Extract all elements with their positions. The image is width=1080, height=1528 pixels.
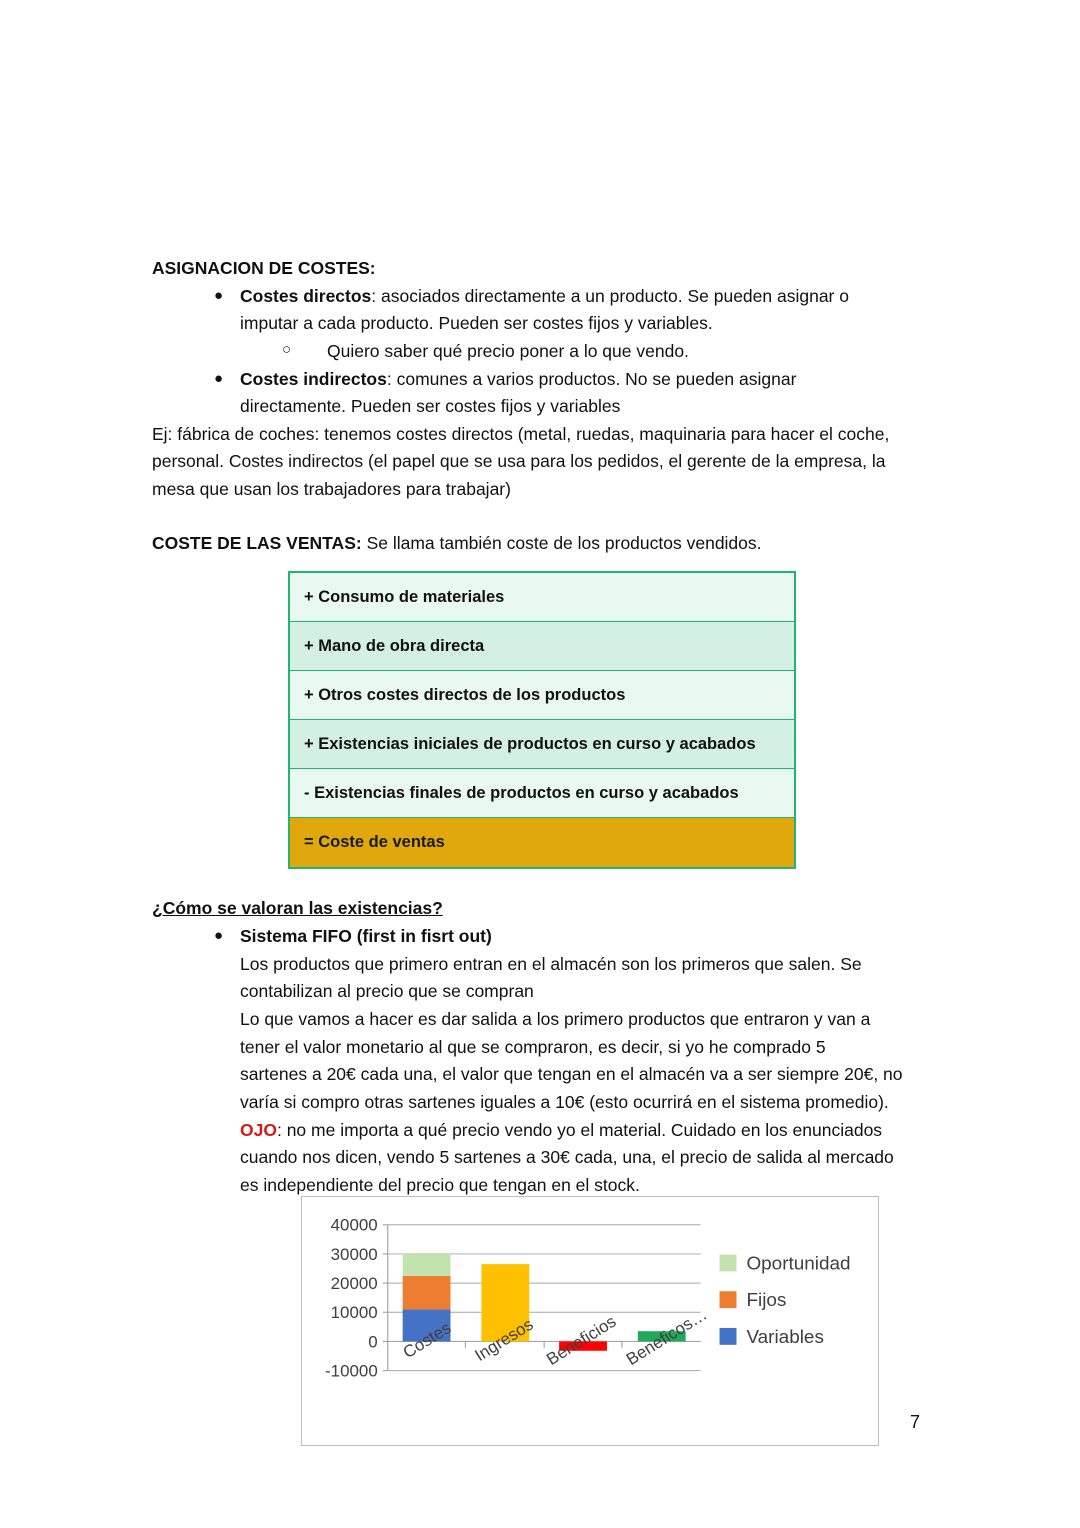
text-fifo-p2-line4: varía si compro otras sartenes iguales a 10€ (esto ocurrirá en el sistema promedio). <box>240 1091 889 1112</box>
spacer <box>152 557 942 571</box>
chart-y-axis <box>383 1225 388 1371</box>
bar-chart-costes-ingresos-beneficios <box>301 1196 879 1446</box>
y-tick-label: 20000 <box>330 1274 378 1294</box>
table-row: + Mano de obra directa <box>290 622 794 671</box>
coste-de-ventas-table <box>288 571 796 869</box>
heading-coste-ventas-bold: COSTE DE LAS VENTAS: <box>152 532 362 553</box>
title-sistema-fifo: Sistema FIFO (first in fisrt out) <box>240 926 492 947</box>
legend-swatch-fijos <box>720 1291 737 1308</box>
text-ejemplo-line2: personal. Costes indirectos (el papel que se usa para los pedidos, el gerente de la empresa, la <box>152 451 886 472</box>
heading-asignacion-de-costes: ASIGNACION DE COSTES: <box>152 258 376 278</box>
label-ojo: OJO <box>240 1119 277 1140</box>
heading-como-se-valoran-existencias: ¿Cómo se valoran las existencias? <box>152 898 443 919</box>
heading-coste-ventas-rest: Se llama también coste de los productos vendidos. <box>361 532 762 553</box>
page-number: 7 <box>910 1412 921 1432</box>
y-tick-label: 10000 <box>330 1303 378 1323</box>
legend-swatch-variables <box>720 1328 737 1345</box>
heading-coste-de-las-ventas <box>152 530 942 558</box>
legend-label-fijos: Fijos <box>746 1290 787 1312</box>
text-fifo-p1-line1: Los productos que primero entran en el almacén son los primeros que salen. Se <box>240 953 862 974</box>
text-quiero-saber-precio: Quiero saber qué precio poner a lo que vendo. <box>327 340 689 361</box>
text-fifo-p1-line2: contabilizan al precio que se compran <box>240 981 534 1002</box>
text-fifo-p3-line3: es independiente del precio que tengan en el stock. <box>240 1174 640 1195</box>
text-costes-indirectos-line2: directamente. Pueden ser costes fijos y variables <box>240 396 621 417</box>
bullet-marker-filled: ● <box>214 286 224 304</box>
text-fifo-p3-line1: : no me importa a qué precio vendo yo el material. Cuidado en los enunciados <box>276 1119 883 1140</box>
legend-label-oportunidad: Oportunidad <box>746 1253 851 1275</box>
table-row-total: = Coste de ventas <box>290 818 794 867</box>
chart-svg <box>302 1197 878 1445</box>
table-row: - Existencias finales de productos en curso y acabados <box>290 769 794 818</box>
legend-swatch-oportunidad <box>720 1255 737 1272</box>
text-fifo-p2-line1: Lo que vamos a hacer es dar salida a los primero productos que entraron y van a <box>240 1008 871 1029</box>
table-row: + Consumo de materiales <box>290 573 794 622</box>
text-ejemplo-line3: mesa que usan los trabajadores para trabajar) <box>152 479 511 500</box>
text-fifo-p2-line2: tener el valor monetario al que se compraron, es decir, si yo he comprado 5 <box>240 1036 826 1057</box>
text-costes-directos-rest: : asociados directamente a un producto. Se pueden asignar o <box>371 285 849 306</box>
term-costes-indirectos: Costes indirectos <box>240 368 387 389</box>
text-costes-directos-line2: imputar a cada producto. Pueden ser costes fijos y variables. <box>240 313 713 334</box>
y-tick-label: 30000 <box>330 1244 378 1264</box>
spacer <box>152 504 942 530</box>
term-costes-directos: Costes directos <box>240 285 372 306</box>
text-costes-indirectos-rest: : comunes a varios productos. No se pueden asignar <box>386 368 797 389</box>
bullet-costes-directos <box>152 283 942 311</box>
bullet-sistema-fifo <box>152 923 942 951</box>
bullet-marker-filled: ● <box>214 369 224 387</box>
text-fifo-ojo-line <box>152 1117 942 1145</box>
chart-legend <box>720 1253 851 1347</box>
x-tick-label: Costes <box>399 1318 455 1363</box>
bullet-costes-indirectos <box>152 366 942 394</box>
x-tick-label: Ingresos <box>471 1314 537 1366</box>
spacer <box>152 869 942 895</box>
bullet-marker-hollow: ○ <box>282 340 292 358</box>
text-fifo-p3-line2: cuando nos dicen, vendo 5 sartenes a 30€ cada, una, el precio de salida al mercado <box>240 1147 894 1168</box>
y-tick-label: -10000 <box>325 1361 378 1381</box>
page-content <box>152 255 942 1199</box>
table-row: + Otros costes directos de los productos <box>290 671 794 720</box>
y-tick-label: 0 <box>368 1332 378 1352</box>
legend-label-variables: Variables <box>746 1326 824 1348</box>
text-fifo-p2-line3: sartenes a 20€ cada una, el valor que tengan en el almacén va a ser siempre 20€, no <box>240 1064 903 1085</box>
bullet-marker-filled: ● <box>214 927 224 945</box>
chart-y-tick-labels <box>325 1216 378 1381</box>
bullet-quiero-saber-precio <box>152 338 942 366</box>
x-tick-label: Beneficios <box>543 1311 620 1370</box>
bar-segment-oportunidad <box>403 1254 451 1276</box>
y-tick-label: 40000 <box>330 1215 378 1235</box>
x-tick-label: Beneficos… <box>622 1304 711 1370</box>
text-ejemplo-line1: Ej: fábrica de coches: tenemos costes directos (metal, ruedas, maquinaria para hacer el coche, <box>152 423 890 444</box>
table-row: + Existencias iniciales de productos en curso y acabados <box>290 720 794 769</box>
bar-segment-fijos <box>403 1276 451 1310</box>
